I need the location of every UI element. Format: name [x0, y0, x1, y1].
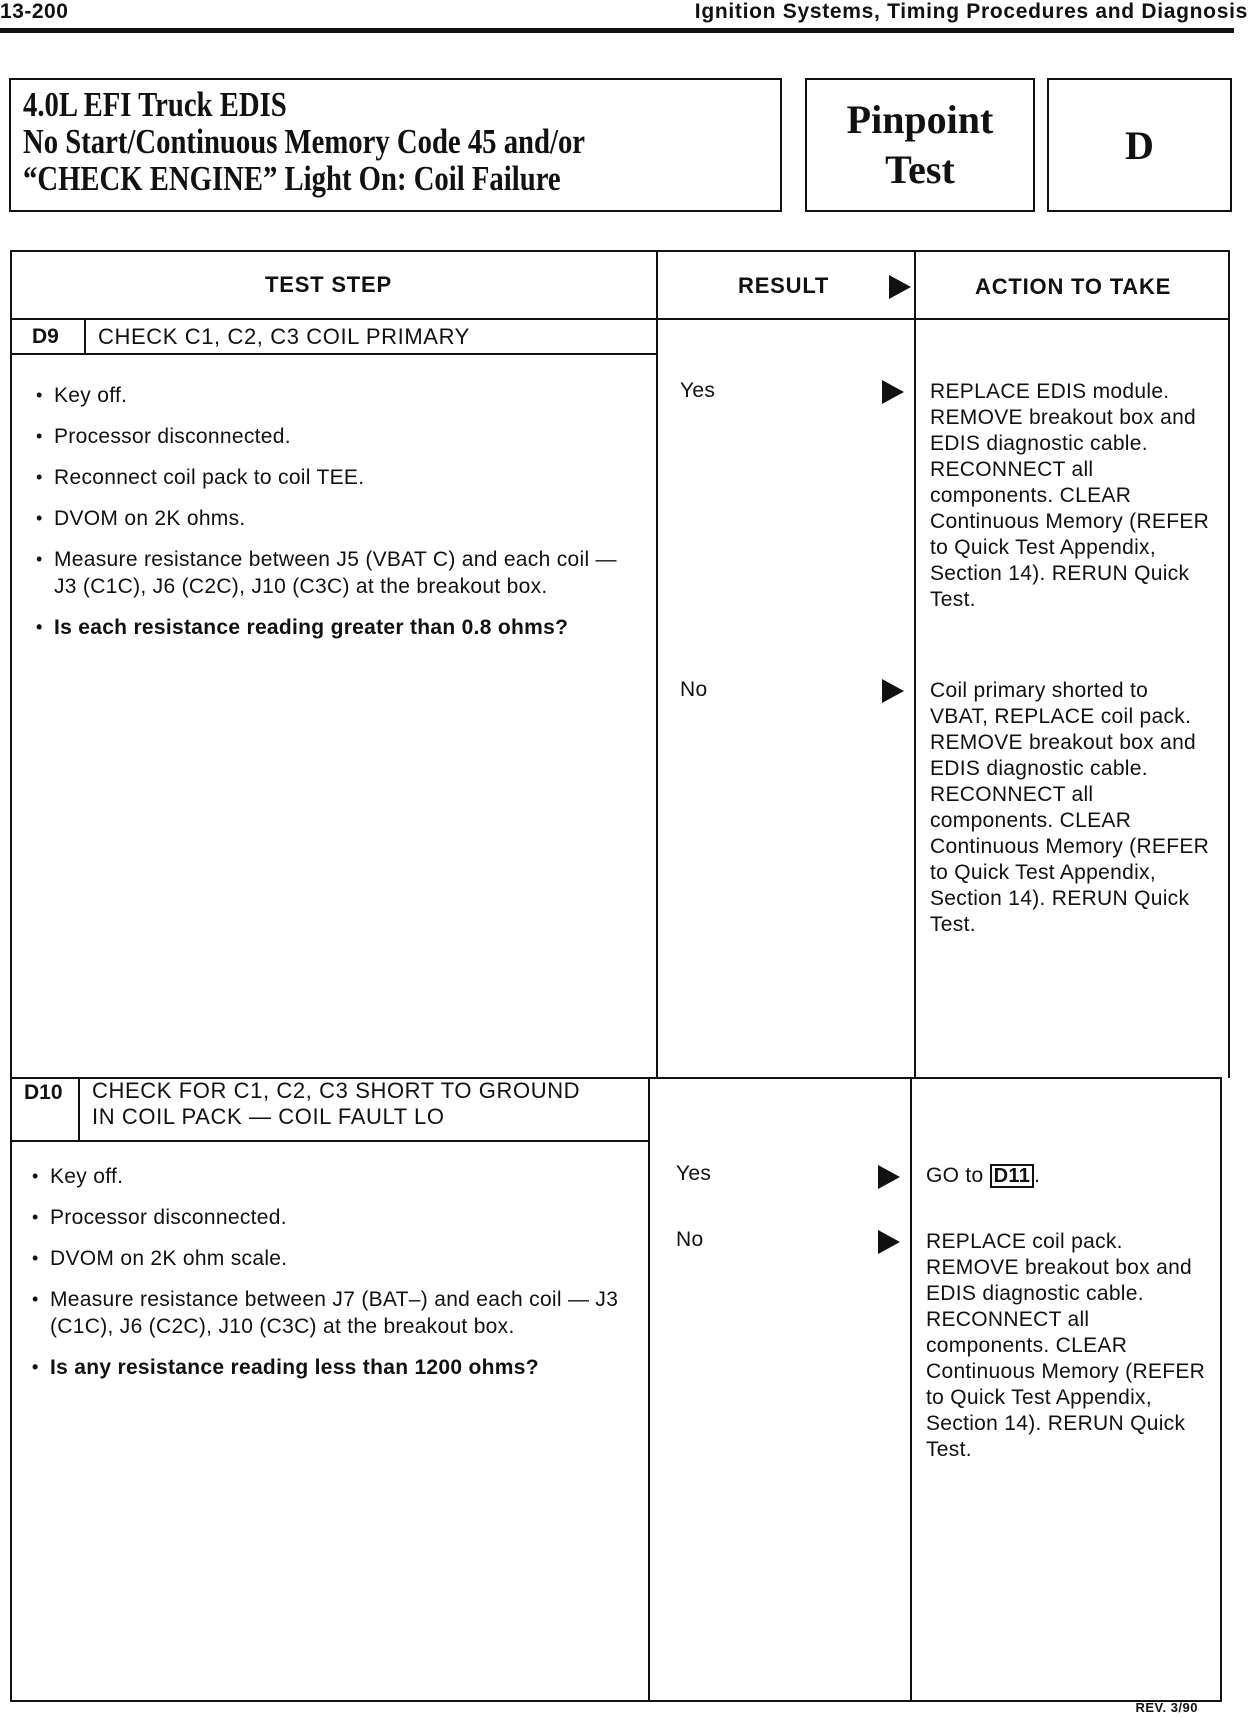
- action-col-rule-upper: [914, 250, 916, 1078]
- action-go-to: GO to: [926, 1164, 984, 1187]
- table-left-rule: [10, 250, 12, 1702]
- step-question: • Is any resistance reading less than 1200 ohms?: [28, 1354, 628, 1381]
- step-title-d9: CHECK C1, C2, C3 COIL PRIMARY: [98, 324, 470, 349]
- step-title-d10-line-1: CHECK FOR C1, C2, C3 SHORT TO GROUND: [92, 1078, 581, 1103]
- test-title-box: [9, 78, 782, 212]
- action-yes-d10: [926, 1163, 1211, 1189]
- section-title: Ignition Systems, Timing Procedures and Diagnosis: [694, 0, 1248, 23]
- list-item: • DVOM on 2K ohm scale.: [28, 1245, 628, 1272]
- step-id-d9: D9: [32, 325, 59, 348]
- arrow-icon: [882, 380, 904, 404]
- step-d9-bullets: [32, 382, 632, 655]
- d9-title-rule: [10, 353, 656, 355]
- header-bottom-rule: [10, 318, 1230, 320]
- step-question: • Is each resistance reading greater than 0.8 ohms?: [32, 614, 632, 641]
- list-item: • Measure resistance between J7 (BAT–) and each coil — J3 (C1C), J6 (C2C), J10 (C3C) at the breakout box.: [28, 1286, 628, 1340]
- d10-id-divider: [78, 1077, 80, 1141]
- step-id-d10: D10: [24, 1081, 63, 1104]
- action-no-d10: REPLACE coil pack. REMOVE breakout box and EDIS diagnostic cable. RECONNECT all components. CLEAR Continuous Memory (REFER to Quick Test Appendix, Section 14). RERUN Quick Test.: [926, 1230, 1206, 1461]
- test-letter-box: [1047, 78, 1232, 212]
- arrow-icon: [878, 1230, 900, 1254]
- result-yes-d10: Yes: [676, 1162, 712, 1185]
- list-item: • Processor disconnected.: [32, 423, 632, 450]
- arrow-icon: [878, 1165, 900, 1189]
- test-title-line-3: “CHECK ENGINE” Light On: Coil Failure: [23, 159, 561, 198]
- list-item: • Measure resistance between J5 (VBAT C) and each coil — J3 (C1C), J6 (C2C), J10 (C3C) at the breakout box.: [32, 546, 632, 600]
- action-yes-d9: REPLACE EDIS module. REMOVE breakout box and EDIS diagnostic cable. RECONNECT all components. CLEAR Continuous Memory (REFER to Quick Test Appendix, Section 14). RERUN Quick Test.: [930, 380, 1210, 611]
- header-test-step: TEST STEP: [265, 272, 392, 297]
- header-action: ACTION TO TAKE: [975, 274, 1172, 299]
- list-item: • Reconnect coil pack to coil TEE.: [32, 464, 632, 491]
- list-item: • DVOM on 2K ohms.: [32, 505, 632, 532]
- pinpoint-label: Pinpoint: [846, 97, 994, 142]
- step-d10-bullets: [28, 1163, 628, 1395]
- table-right-rule-upper: [1228, 250, 1230, 1078]
- arrow-icon: [882, 679, 904, 703]
- action-go-to-period: .: [1034, 1164, 1041, 1187]
- list-item: • Key off.: [32, 382, 632, 409]
- table-top-rule: [10, 250, 1230, 252]
- step-reference-d11[interactable]: D11: [990, 1164, 1035, 1188]
- step-title-d10-line-2: IN COIL PACK — COIL FAULT LO: [92, 1104, 445, 1129]
- test-title-line-1: 4.0L EFI Truck EDIS: [23, 85, 287, 124]
- action-col-rule-lower: [910, 1077, 912, 1702]
- result-yes-d9: Yes: [680, 379, 716, 402]
- table-right-rule-lower: [1220, 1077, 1222, 1702]
- test-label: Test: [885, 147, 955, 192]
- list-item: • Key off.: [28, 1163, 628, 1190]
- d10-title-rule: [10, 1140, 648, 1142]
- header-arrow-icon: [889, 275, 911, 299]
- d9-id-divider: [84, 318, 86, 354]
- table-bottom-rule: [10, 1700, 1222, 1702]
- test-letter: D: [1125, 122, 1154, 168]
- header-rule: [0, 28, 1234, 33]
- header-result: RESULT: [738, 273, 830, 298]
- test-title-line-2: No Start/Continuous Memory Code 45 and/or: [23, 122, 586, 161]
- revision-label: REV. 3/90: [1135, 1700, 1198, 1715]
- action-no-d9: Coil primary shorted to VBAT, REPLACE coil pack. REMOVE breakout box and EDIS diagnostic cable. RECONNECT all components. CLEAR Continuous Memory (REFER to Quick Test Appendix, Section 14). RERUN Quick Test.: [930, 679, 1210, 936]
- result-col-rule-upper: [656, 250, 658, 1078]
- pinpoint-test-box: [805, 78, 1035, 212]
- result-col-rule-lower: [648, 1077, 650, 1702]
- result-no-d10: No: [676, 1228, 704, 1251]
- page-number: 13-200: [0, 0, 69, 23]
- result-no-d9: No: [680, 678, 708, 701]
- list-item: • Processor disconnected.: [28, 1204, 628, 1231]
